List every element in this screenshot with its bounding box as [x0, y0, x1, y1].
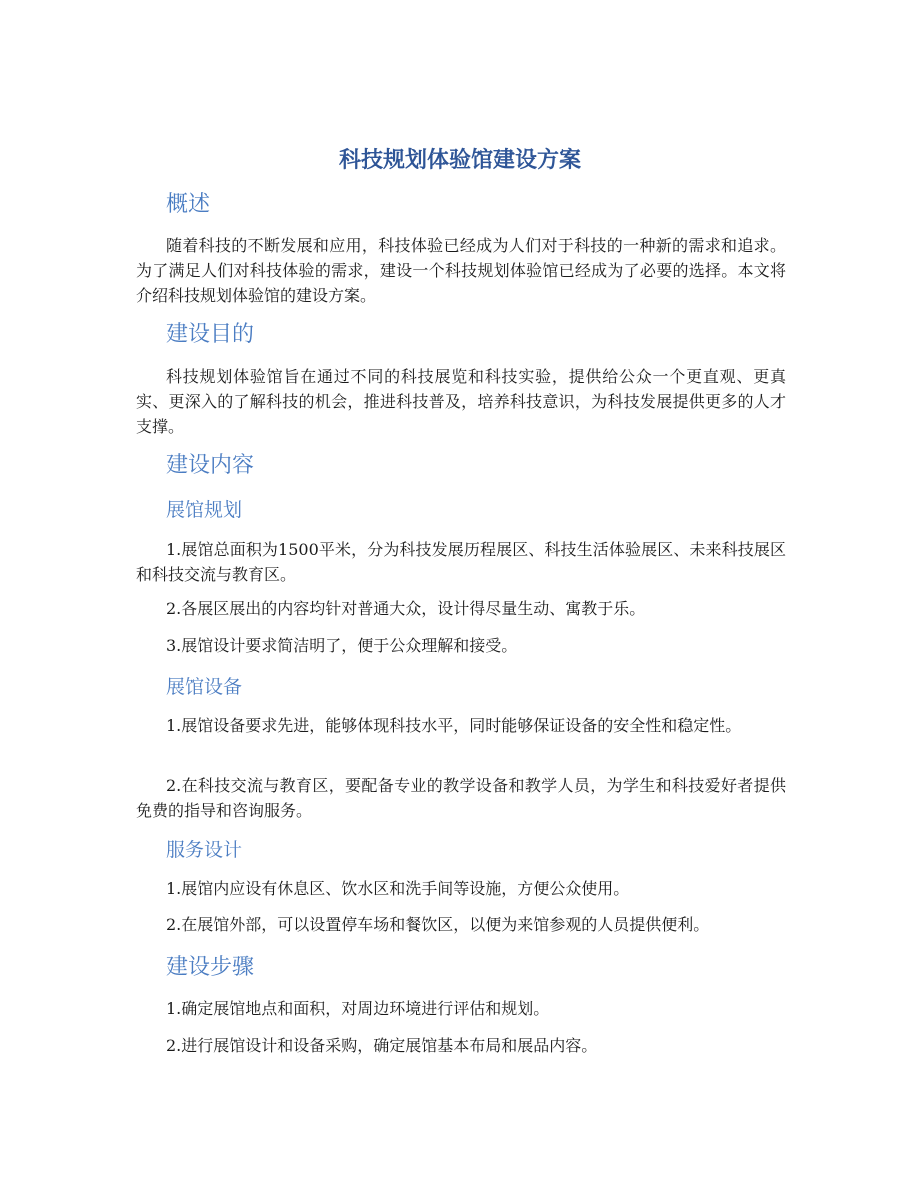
section-heading-content: 建设内容 [166, 453, 255, 478]
subsection-heading-equipment: 展馆设备 [166, 676, 243, 698]
subsection-heading-planning: 展馆规划 [166, 499, 243, 521]
equipment-item-1: 1.展馆设备要求先进，能够体现科技水平，同时能够保证设备的安全性和稳定性。 [166, 716, 742, 735]
subsection-heading-service: 服务设计 [166, 839, 243, 861]
purpose-paragraph: 科技规划体验馆旨在通过不同的科技展览和科技实验，提供给公众一个更直观、更真实、更深入的了解科技的机会，推进科技普及，培养科技意识，为科技发展提供更多的人才支撑。 [136, 367, 786, 436]
equipment-item-2: 2.在科技交流与教育区，要配备专业的教学设备和教学人员，为学生和科技爱好者提供免费的指导和咨询服务。 [136, 776, 786, 820]
service-item-2: 2.在展馆外部，可以设置停车场和餐饮区，以便为来馆参观的人员提供便利。 [166, 915, 710, 934]
service-item-1: 1.展馆内应设有休息区、饮水区和洗手间等设施，方便公众使用。 [166, 879, 630, 898]
document-title: 科技规划体验馆建设方案 [338, 147, 581, 173]
section-heading-overview: 概述 [166, 192, 211, 217]
overview-paragraph: 随着科技的不断发展和应用，科技体验已经成为人们对于科技的一种新的需求和追求。为了满足人们对科技体验的需求，建设一个科技规划体验馆已经成为了必要的选择。本文将介绍科技规划体验馆的建设方案。 [136, 236, 786, 305]
planning-item-3: 3.展馆设计要求简洁明了，便于公众理解和接受。 [166, 636, 518, 655]
section-heading-steps: 建设步骤 [166, 955, 255, 980]
steps-item-1: 1.确定展馆地点和面积，对周边环境进行评估和规划。 [166, 999, 550, 1018]
planning-item-1: 1.展馆总面积为1500平米，分为科技发展历程展区、科技生活体验展区、未来科技展区和科技交流与教育区。 [136, 540, 786, 584]
section-heading-purpose: 建设目的 [166, 322, 255, 347]
planning-item-2: 2.各展区展出的内容均针对普通大众，设计得尽量生动、寓教于乐。 [166, 599, 646, 618]
steps-item-2: 2.进行展馆设计和设备采购，确定展馆基本布局和展品内容。 [166, 1036, 598, 1055]
